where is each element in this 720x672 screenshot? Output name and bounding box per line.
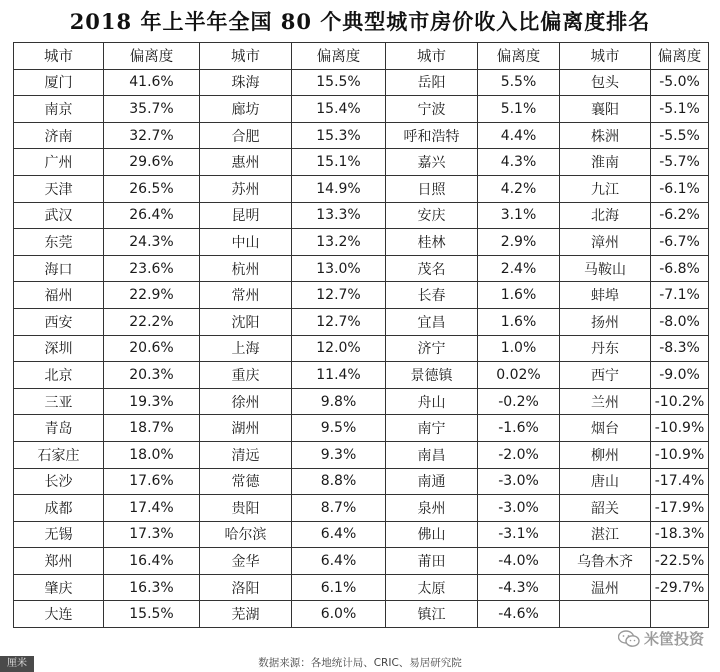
deviation-cell: 15.1%	[292, 149, 386, 176]
city-cell: 金华	[200, 548, 292, 575]
city-cell: 南昌	[386, 441, 478, 468]
deviation-cell: -2.0%	[478, 441, 560, 468]
deviation-cell: -5.1%	[651, 96, 709, 123]
city-cell: 徐州	[200, 388, 292, 415]
city-cell: 合肥	[200, 122, 292, 149]
table-row	[14, 388, 709, 415]
header-city: 城市	[560, 43, 651, 70]
deviation-cell: -5.7%	[651, 149, 709, 176]
deviation-cell: 8.8%	[292, 468, 386, 495]
deviation-cell: 8.7%	[292, 495, 386, 522]
city-cell: 济宁	[386, 335, 478, 362]
deviation-cell: -9.0%	[651, 362, 709, 389]
deviation-cell: 4.4%	[478, 122, 560, 149]
deviation-cell: 26.4%	[104, 202, 200, 229]
deviation-cell: 5.1%	[478, 96, 560, 123]
city-cell: 沈阳	[200, 308, 292, 335]
deviation-cell: 32.7%	[104, 122, 200, 149]
deviation-cell: 13.0%	[292, 255, 386, 282]
city-cell: 宁波	[386, 96, 478, 123]
deviation-cell: 15.5%	[292, 69, 386, 96]
deviation-cell: -5.5%	[651, 122, 709, 149]
deviation-cell: 18.7%	[104, 415, 200, 442]
city-cell: 泉州	[386, 495, 478, 522]
city-cell: 天津	[14, 175, 104, 202]
deviation-cell: 5.5%	[478, 69, 560, 96]
table-row	[14, 335, 709, 362]
deviation-cell: 23.6%	[104, 255, 200, 282]
deviation-cell: 14.9%	[292, 175, 386, 202]
city-cell: 韶关	[560, 495, 651, 522]
deviation-cell: -1.6%	[478, 415, 560, 442]
city-cell: 漳州	[560, 229, 651, 256]
city-cell: 无锡	[14, 521, 104, 548]
deviation-cell: 9.5%	[292, 415, 386, 442]
deviation-cell: 12.7%	[292, 308, 386, 335]
city-cell: 南宁	[386, 415, 478, 442]
city-cell: 常德	[200, 468, 292, 495]
city-cell: 成都	[14, 495, 104, 522]
city-cell: 南通	[386, 468, 478, 495]
city-cell: 丹东	[560, 335, 651, 362]
city-cell: 唐山	[560, 468, 651, 495]
city-cell: 中山	[200, 229, 292, 256]
city-cell: 贵阳	[200, 495, 292, 522]
city-cell	[560, 601, 651, 628]
deviation-cell: -17.4%	[651, 468, 709, 495]
deviation-cell: -29.7%	[651, 574, 709, 601]
city-cell: 桂林	[386, 229, 478, 256]
deviation-cell: 1.6%	[478, 282, 560, 309]
city-cell: 湛江	[560, 521, 651, 548]
deviation-cell: 26.5%	[104, 175, 200, 202]
city-cell: 广州	[14, 149, 104, 176]
deviation-cell: 15.3%	[292, 122, 386, 149]
header-row	[14, 43, 709, 70]
city-cell: 哈尔滨	[200, 521, 292, 548]
city-cell: 芜湖	[200, 601, 292, 628]
city-cell: 杭州	[200, 255, 292, 282]
deviation-cell: 12.0%	[292, 335, 386, 362]
city-cell: 佛山	[386, 521, 478, 548]
deviation-cell: -18.3%	[651, 521, 709, 548]
deviation-cell: 22.2%	[104, 308, 200, 335]
city-cell: 北京	[14, 362, 104, 389]
deviation-cell: -10.2%	[651, 388, 709, 415]
deviation-cell: 16.4%	[104, 548, 200, 575]
deviation-cell: 13.3%	[292, 202, 386, 229]
city-cell: 清远	[200, 441, 292, 468]
city-cell: 安庆	[386, 202, 478, 229]
deviation-cell: -6.2%	[651, 202, 709, 229]
deviation-cell: 1.6%	[478, 308, 560, 335]
deviation-cell: 17.6%	[104, 468, 200, 495]
deviation-cell: 15.4%	[292, 96, 386, 123]
city-cell: 马鞍山	[560, 255, 651, 282]
table-row	[14, 122, 709, 149]
header-deviation: 偏离度	[478, 43, 560, 70]
city-cell: 太原	[386, 574, 478, 601]
header-deviation: 偏离度	[104, 43, 200, 70]
deviation-cell: -3.0%	[478, 468, 560, 495]
table-body	[14, 69, 709, 627]
deviation-cell: -0.2%	[478, 388, 560, 415]
city-cell: 北海	[560, 202, 651, 229]
table-row	[14, 149, 709, 176]
table-row	[14, 495, 709, 522]
city-cell: 株洲	[560, 122, 651, 149]
city-cell: 呼和浩特	[386, 122, 478, 149]
watermark	[618, 628, 704, 649]
deviation-cell: -4.3%	[478, 574, 560, 601]
header-city: 城市	[200, 43, 292, 70]
deviation-cell: 41.6%	[104, 69, 200, 96]
city-cell: 九江	[560, 175, 651, 202]
header-city: 城市	[386, 43, 478, 70]
city-cell: 宜昌	[386, 308, 478, 335]
city-cell: 景德镇	[386, 362, 478, 389]
city-cell: 青岛	[14, 415, 104, 442]
city-cell: 湖州	[200, 415, 292, 442]
deviation-cell: 4.2%	[478, 175, 560, 202]
table-row	[14, 441, 709, 468]
deviation-cell: 17.4%	[104, 495, 200, 522]
header-deviation: 偏离度	[292, 43, 386, 70]
deviation-cell: -8.0%	[651, 308, 709, 335]
deviation-cell: -10.9%	[651, 441, 709, 468]
deviation-cell: 12.7%	[292, 282, 386, 309]
city-cell: 肇庆	[14, 574, 104, 601]
table-row	[14, 521, 709, 548]
deviation-cell: 4.3%	[478, 149, 560, 176]
city-cell: 淮南	[560, 149, 651, 176]
deviation-cell: 35.7%	[104, 96, 200, 123]
table-row	[14, 175, 709, 202]
city-cell: 柳州	[560, 441, 651, 468]
table-row	[14, 202, 709, 229]
city-cell: 福州	[14, 282, 104, 309]
city-cell: 南京	[14, 96, 104, 123]
city-cell: 扬州	[560, 308, 651, 335]
deviation-cell: -3.0%	[478, 495, 560, 522]
city-cell: 茂名	[386, 255, 478, 282]
city-cell: 长春	[386, 282, 478, 309]
deviation-cell: -8.3%	[651, 335, 709, 362]
city-cell: 廊坊	[200, 96, 292, 123]
city-cell: 重庆	[200, 362, 292, 389]
deviation-cell: 6.4%	[292, 548, 386, 575]
table-row	[14, 308, 709, 335]
city-cell: 石家庄	[14, 441, 104, 468]
city-cell: 东莞	[14, 229, 104, 256]
deviation-cell: -6.1%	[651, 175, 709, 202]
deviation-cell: 17.3%	[104, 521, 200, 548]
deviation-cell: -5.0%	[651, 69, 709, 96]
deviation-cell: 20.3%	[104, 362, 200, 389]
table-row	[14, 69, 709, 96]
city-cell: 海口	[14, 255, 104, 282]
table-row	[14, 229, 709, 256]
city-cell: 蚌埠	[560, 282, 651, 309]
deviation-cell: 1.0%	[478, 335, 560, 362]
deviation-cell: -4.6%	[478, 601, 560, 628]
deviation-cell: 9.8%	[292, 388, 386, 415]
deviation-cell: 20.6%	[104, 335, 200, 362]
deviation-cell: 6.4%	[292, 521, 386, 548]
deviation-cell: -7.1%	[651, 282, 709, 309]
deviation-cell: 0.02%	[478, 362, 560, 389]
city-cell: 武汉	[14, 202, 104, 229]
deviation-cell: -4.0%	[478, 548, 560, 575]
deviation-cell: 16.3%	[104, 574, 200, 601]
table-row	[14, 468, 709, 495]
deviation-cell	[651, 601, 709, 628]
city-cell: 济南	[14, 122, 104, 149]
city-cell: 长沙	[14, 468, 104, 495]
table-row	[14, 362, 709, 389]
deviation-cell: -10.9%	[651, 415, 709, 442]
deviation-cell: -6.7%	[651, 229, 709, 256]
city-cell: 上海	[200, 335, 292, 362]
city-cell: 深圳	[14, 335, 104, 362]
deviation-cell: 29.6%	[104, 149, 200, 176]
deviation-cell: 6.0%	[292, 601, 386, 628]
deviation-cell: 22.9%	[104, 282, 200, 309]
city-cell: 珠海	[200, 69, 292, 96]
header-city: 城市	[14, 43, 104, 70]
city-cell: 郑州	[14, 548, 104, 575]
deviation-cell: 24.3%	[104, 229, 200, 256]
city-cell: 洛阳	[200, 574, 292, 601]
deviation-cell: 18.0%	[104, 441, 200, 468]
deviation-cell: 11.4%	[292, 362, 386, 389]
table-row	[14, 282, 709, 309]
city-cell: 兰州	[560, 388, 651, 415]
table-title: 2018 年上半年全国 80 个典型城市房价收入比偏离度排名	[69, 9, 651, 34]
deviation-cell: -22.5%	[651, 548, 709, 575]
deviation-cell: 2.4%	[478, 255, 560, 282]
deviation-cell: 6.1%	[292, 574, 386, 601]
deviation-cell: -3.1%	[478, 521, 560, 548]
corner-tag: 厘米	[0, 656, 34, 672]
city-cell: 包头	[560, 69, 651, 96]
city-cell: 大连	[14, 601, 104, 628]
wechat-icon	[618, 630, 640, 648]
city-cell: 西宁	[560, 362, 651, 389]
city-cell: 嘉兴	[386, 149, 478, 176]
city-cell: 舟山	[386, 388, 478, 415]
data-source-note: 数据来源：各地统计局、CRIC、易居研究院	[258, 657, 462, 669]
city-cell: 乌鲁木齐	[560, 548, 651, 575]
deviation-cell: 3.1%	[478, 202, 560, 229]
deviation-cell: -17.9%	[651, 495, 709, 522]
deviation-cell: -6.8%	[651, 255, 709, 282]
city-cell: 西安	[14, 308, 104, 335]
ranking-table	[13, 42, 709, 628]
city-cell: 镇江	[386, 601, 478, 628]
table-row	[14, 548, 709, 575]
deviation-cell: 15.5%	[104, 601, 200, 628]
city-cell: 莆田	[386, 548, 478, 575]
header-deviation: 偏离度	[651, 43, 709, 70]
city-cell: 三亚	[14, 388, 104, 415]
table-row	[14, 415, 709, 442]
table-row	[14, 574, 709, 601]
city-cell: 温州	[560, 574, 651, 601]
deviation-cell: 19.3%	[104, 388, 200, 415]
city-cell: 烟台	[560, 415, 651, 442]
city-cell: 惠州	[200, 149, 292, 176]
city-cell: 常州	[200, 282, 292, 309]
city-cell: 岳阳	[386, 69, 478, 96]
city-cell: 日照	[386, 175, 478, 202]
deviation-cell: 2.9%	[478, 229, 560, 256]
table-row	[14, 255, 709, 282]
city-cell: 襄阳	[560, 96, 651, 123]
city-cell: 苏州	[200, 175, 292, 202]
city-cell: 厦门	[14, 69, 104, 96]
watermark-text: 米筐投资	[643, 630, 704, 648]
table-row	[14, 96, 709, 123]
deviation-cell: 13.2%	[292, 229, 386, 256]
city-cell: 昆明	[200, 202, 292, 229]
deviation-cell: 9.3%	[292, 441, 386, 468]
table-row	[14, 601, 709, 628]
